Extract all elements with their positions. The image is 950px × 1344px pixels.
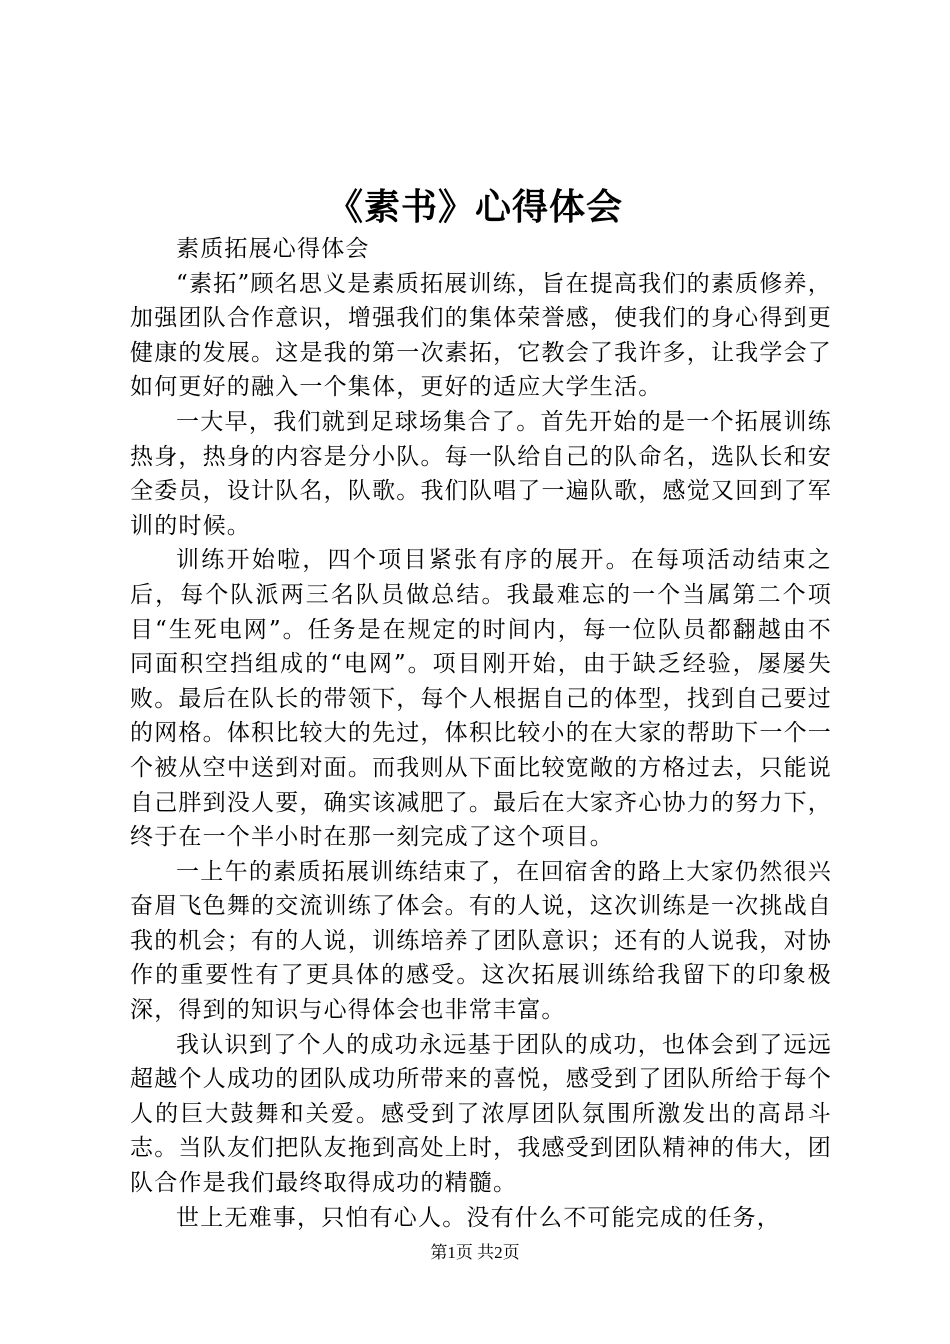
paragraph-subtitle: 素质拓展心得体会 (176, 236, 370, 262)
paragraph: 一大早，我们就到足球场集合了。首先开始的是一个拓展训练热身，热身的内容是分小队。每一队给自己的队命名，选队长和安全委员，设计队名，队歌。我们队唱了一遍队歌，感觉又回到了军训的时候。 (130, 408, 832, 539)
paragraph: 世上无难事，只怕有心人。没有什么不可能完成的任务， (176, 1204, 781, 1231)
document-title: 《素书》心得体会 (326, 187, 623, 228)
paragraph: 训练开始啦，四个项目紧张有序的展开。在每项活动结束之后，每个队派两三名队员做总结。我最难忘的一个当属第二个项目“生死电网”。任务是在规定的时间内，每一位队员都翻越由不同面积空挡组成的“电网”。项目刚开始，由于缺乏经验，屡屡失败。最后在队长的带领下，每个人根据自己的体型，找到自己要过的网格。体积比较大的先过，体积比较小的在大家的帮助下一个一个被从空中送到对面。而我则从下面比较宽敞的方格过去，只能说自己胖到没人要，确实该减肥了。最后在大家齐心协力的努力下，终于在一个半小时在那一刻完成了这个项目。 (130, 547, 832, 851)
paragraph: 一上午的素质拓展训练结束了，在回宿舍的路上大家仍然很兴奋眉飞色舞的交流训练了体会。有的人说，这次训练是一次挑战自我的机会；有的人说，训练培养了团队意识；还有的人说我，对协作的重要性有了更具体的感受。这次拓展训练给我留下的印象极深，得到的知识与心得体会也非常丰富。 (130, 858, 832, 1024)
paragraph: 我认识到了个人的成功永远基于团队的成功，也体会到了远远超越个人成功的团队成功所带来的喜悦，感受到了团队所给于每个人的巨大鼓舞和关爱。感受到了浓厚团队氛围所激发出的高昂斗志。当队友们把队友拖到高处上时，我感受到团队精神的伟大，团队合作是我们最终取得成功的精髓。 (130, 1031, 832, 1197)
page-number-footer: 第1页 共2页 (430, 1243, 520, 1262)
document-body (130, 232, 832, 1235)
paragraph: “素拓”顾名思义是素质拓展训练，旨在提高我们的素质修养，加强团队合作意识，增强我们的集体荣誉感，使我们的身心得到更健康的发展。这是我的第一次素拓，它教会了我许多，让我学会了如何更好的融入一个集体，更好的适应大学生活。 (130, 270, 832, 401)
